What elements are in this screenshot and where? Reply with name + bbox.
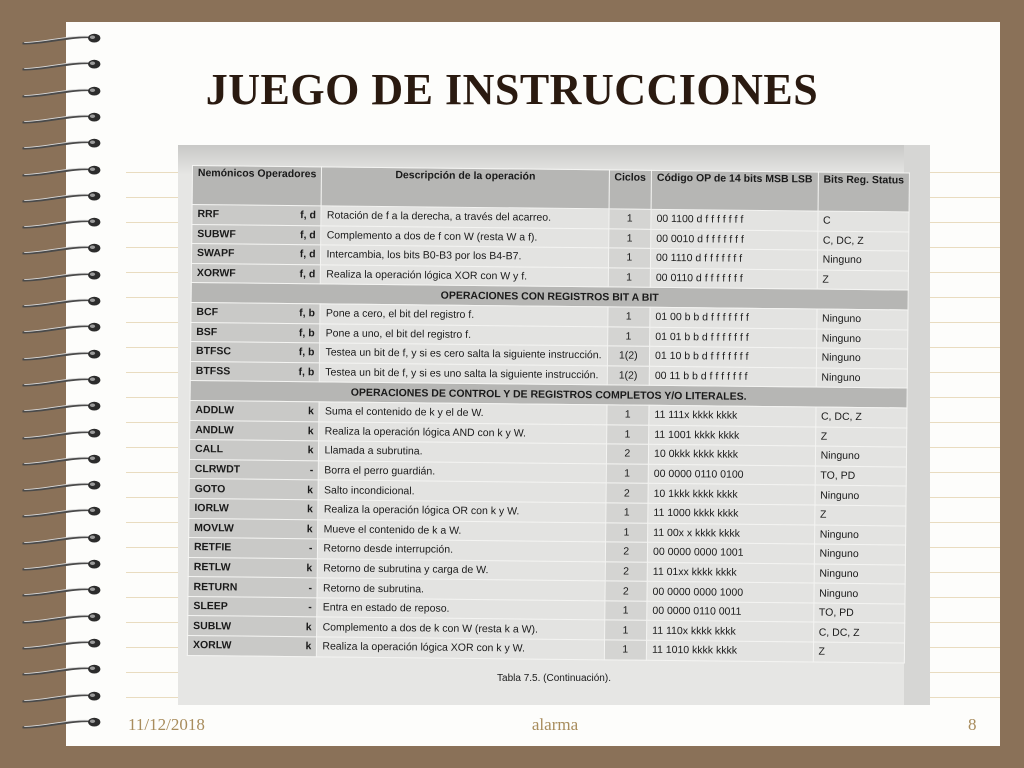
cycles-cell: 1 <box>605 522 648 542</box>
description-cell: Pone a uno, el bit del registro f. <box>320 323 607 346</box>
spiral-coil <box>16 348 106 362</box>
table-caption: Tabla 7.5. (Continuación). <box>497 673 611 684</box>
footer-page-number: 8 <box>968 715 977 734</box>
status-cell: Ninguno <box>814 583 906 604</box>
operand: k <box>305 640 312 653</box>
spiral-coil <box>16 400 106 414</box>
opcode-cell: 00 0000 0000 1000 <box>647 582 814 603</box>
spiral-coil <box>16 374 106 388</box>
description-cell: Testea un bit de f, y si es uno salta la siguiente instrucción. <box>320 363 607 386</box>
mnemonic: SUBWF <box>197 227 236 241</box>
status-cell: C, DC, Z <box>813 623 905 644</box>
spiral-coil <box>16 558 106 572</box>
mnemonic: XORWF <box>196 267 236 280</box>
description-cell: Pone a cero, el bit del registro f. <box>320 304 607 327</box>
mnemonic-cell <box>192 224 322 245</box>
operand: k <box>306 562 313 575</box>
status-cell: Ninguno <box>814 564 906 585</box>
status-cell: Ninguno <box>816 329 908 350</box>
description-cell: Retorno de subrutina y carga de W. <box>318 559 605 582</box>
operand: k <box>306 503 313 516</box>
mnemonic: SWAPF <box>197 247 235 260</box>
mnemonic: RETFIE <box>193 541 232 554</box>
slide-title: JUEGO DE INSTRUCCIONES <box>205 65 819 114</box>
opcode-cell: 11 111x kkkk kkkk <box>649 405 816 426</box>
opcode-cell: 11 110x kkkk kkkk <box>647 621 814 642</box>
description-cell: Realiza la operación lógica AND con k y W. <box>319 421 606 444</box>
operand: - <box>308 542 313 555</box>
cycles-cell: 1 <box>605 503 648 523</box>
mnemonic: CLRWDT <box>194 463 241 476</box>
operand: k <box>307 483 314 496</box>
status-cell: TO, PD <box>815 466 907 487</box>
cycles-cell: 1 <box>604 620 647 640</box>
cycles-cell: 2 <box>605 542 648 562</box>
description-cell: Retorno de subrutina. <box>317 578 604 601</box>
operand: k <box>307 444 314 457</box>
spiral-coil <box>16 190 106 204</box>
mnemonic-cell <box>188 596 318 617</box>
spiral-coil <box>16 690 106 704</box>
mnemonic: ADDLW <box>195 404 234 417</box>
mnemonic: BTFSC <box>195 345 232 358</box>
operand: f, b <box>298 366 315 379</box>
footer-center: alarma <box>531 715 579 734</box>
header-opcode: Código OP de 14 bits MSB LSB <box>651 170 818 211</box>
status-cell: Ninguno <box>816 348 908 369</box>
cycles-cell: 1(2) <box>607 346 650 366</box>
mnemonic: CALL <box>194 443 224 456</box>
header-cycles: Ciclos <box>609 170 652 209</box>
mnemonic-cell <box>191 244 321 265</box>
spiral-coil <box>16 32 106 46</box>
mnemonic: XORLW <box>192 639 232 652</box>
header-mnemonic: Nemónicos Operadores <box>192 166 322 206</box>
opcode-cell: 00 0000 0000 1001 <box>647 542 814 563</box>
mnemonic: MOVLW <box>194 521 234 535</box>
spiral-coil <box>16 637 106 651</box>
scanned-table-image <box>178 145 930 705</box>
mnemonic-cell <box>192 205 322 226</box>
mnemonic: RRF <box>197 208 220 221</box>
mnemonic-cell <box>187 636 317 657</box>
description-cell: Complemento a dos de f con W (resta W a f). <box>321 225 608 248</box>
opcode-cell: 11 01xx kkkk kkkk <box>647 562 814 583</box>
cycles-cell: 1 <box>608 209 651 229</box>
opcode-cell: 01 00 b b d f f f f f f f <box>650 307 817 328</box>
description-cell: Realiza la operación lógica XOR con W y f. <box>321 265 608 288</box>
mnemonic-cell <box>191 322 321 343</box>
spiral-coil <box>16 164 106 178</box>
status-cell: Ninguno <box>816 368 908 389</box>
operand: - <box>308 601 312 614</box>
operand: f, b <box>298 326 315 340</box>
cycles-cell: 1 <box>607 307 650 327</box>
cycles-cell: 1 <box>606 464 649 484</box>
opcode-cell: 00 0000 0110 0100 <box>648 464 815 485</box>
spiral-coil <box>16 453 106 467</box>
cycles-cell: 1 <box>608 228 651 248</box>
opcode-cell: 00 0000 0110 0011 <box>647 601 814 622</box>
opcode-cell: 01 10 b b d f f f f f f f <box>649 346 816 367</box>
opcode-cell: 00 11 b b d f f f f f f f <box>649 366 816 387</box>
spiral-coil <box>16 427 106 441</box>
spiral-coil <box>16 479 106 493</box>
description-cell: Mueve el contenido de k a W. <box>318 519 605 542</box>
description-cell: Entra en estado de reposo. <box>317 598 604 621</box>
footer-date: 11/12/2018 <box>128 715 205 734</box>
cycles-cell: 1 <box>604 601 647 621</box>
opcode-cell: 01 01 b b d f f f f f f f <box>650 327 817 348</box>
spiral-coil <box>16 137 106 151</box>
header-status: Bits Reg. Status <box>818 172 910 212</box>
mnemonic-cell <box>189 459 319 480</box>
mnemonic-cell <box>191 263 321 284</box>
cycles-cell: 2 <box>605 562 648 582</box>
cycles-cell: 2 <box>604 581 647 601</box>
operand: f, d <box>299 248 316 261</box>
description-cell: Intercambia, los bits B0-B3 por los B4-B7. <box>321 245 608 268</box>
opcode-cell: 11 00x x kkkk kkkk <box>648 523 815 544</box>
status-cell: Ninguno <box>817 250 909 271</box>
operand: k <box>306 523 313 536</box>
operand: k <box>307 425 314 438</box>
mnemonic-cell <box>188 557 318 578</box>
opcode-cell: 00 0010 d f f f f f f f <box>651 229 818 250</box>
mnemonic-cell <box>188 616 318 637</box>
description-cell: Rotación de f a la derecha, a través del acarreo. <box>321 206 608 229</box>
mnemonic: SUBLW <box>193 619 232 633</box>
status-cell: Z <box>817 270 909 291</box>
description-cell: Borra el perro guardián. <box>319 461 606 484</box>
header-description: Descripción de la operación <box>322 167 609 209</box>
operand: f, b <box>299 307 315 320</box>
section-title: OPERACIONES DE CONTROL Y DE REGISTROS COMPLETOS Y/O LITERALES. <box>190 381 907 408</box>
mnemonic: BTFSS <box>195 365 231 378</box>
mnemonic: GOTO <box>194 482 226 495</box>
mnemonic-cell <box>190 400 320 421</box>
cycles-cell: 1 <box>604 640 647 660</box>
mnemonic: RETURN <box>193 580 238 594</box>
status-cell: Ninguno <box>814 525 906 546</box>
description-cell: Salto incondicional. <box>318 480 605 503</box>
opcode-cell: 10 0kkk kkkk kkkk <box>648 444 815 465</box>
mnemonic: SLEEP <box>193 600 228 613</box>
status-cell: Ninguno <box>815 485 907 506</box>
description-cell: Realiza la operación lógica OR con k y W. <box>318 500 605 523</box>
description-cell: Realiza la operación lógica XOR con k y W. <box>317 637 604 660</box>
cycles-cell: 1 <box>608 268 651 288</box>
operand: f, d <box>299 229 316 242</box>
status-cell: C, DC, Z <box>817 231 909 252</box>
status-cell: TO, PD <box>813 603 905 624</box>
operand: f, d <box>300 209 316 222</box>
spiral-coil <box>16 611 106 625</box>
cycles-cell: 2 <box>606 483 649 503</box>
opcode-cell: 10 1kkk kkkk kkkk <box>648 484 815 505</box>
cycles-cell: 2 <box>606 444 649 464</box>
mnemonic-cell <box>189 479 319 500</box>
mnemonic-cell <box>190 361 320 382</box>
mnemonic-cell <box>189 440 319 461</box>
operand: f, b <box>298 346 315 359</box>
spiral-coil <box>16 216 106 230</box>
instruction-table <box>187 165 910 663</box>
status-cell: C <box>817 211 909 232</box>
instruction-table-body <box>187 205 909 663</box>
mnemonic-cell <box>189 498 319 519</box>
operand: - <box>309 464 314 477</box>
cycles-cell: 1(2) <box>607 366 650 386</box>
spiral-coil <box>16 584 106 598</box>
description-cell: Complemento a dos de k con W (resta k a W). <box>317 617 604 640</box>
spiral-coil <box>16 295 106 309</box>
description-cell: Testea un bit de f, y si es cero salta la siguiente instrucción. <box>320 343 607 366</box>
status-cell: Ninguno <box>816 309 908 330</box>
operand: k <box>307 405 314 418</box>
spiral-coil <box>16 242 106 256</box>
spiral-coil <box>16 269 106 283</box>
description-cell: Suma el contenido de k y el de W. <box>319 402 606 425</box>
description-cell: Retorno desde interrupción. <box>318 539 605 562</box>
spiral-coil <box>16 321 106 335</box>
opcode-cell: 00 1110 d f f f f f f f <box>650 248 817 269</box>
opcode-cell: 11 1010 kkkk kkkk <box>646 640 813 661</box>
cycles-cell: 1 <box>606 405 649 425</box>
status-cell: Ninguno <box>815 446 907 467</box>
status-cell: C, DC, Z <box>815 407 907 428</box>
spiral-coil <box>16 505 106 519</box>
mnemonic-cell <box>191 302 321 323</box>
mnemonic: IORLW <box>194 502 229 515</box>
operand: k <box>305 620 312 634</box>
opcode-cell: 11 1001 kkkk kkkk <box>649 425 816 446</box>
status-cell: Z <box>813 642 905 663</box>
cycles-cell: 1 <box>607 326 650 346</box>
section-title: OPERACIONES CON REGISTROS BIT A BIT <box>191 283 908 310</box>
cycles-cell: 1 <box>608 248 651 268</box>
cycles-cell: 1 <box>606 424 649 444</box>
operand: f, d <box>299 268 316 281</box>
mnemonic: BCF <box>196 306 219 319</box>
mnemonic: RETLW <box>193 561 231 574</box>
opcode-cell: 00 0110 d f f f f f f f <box>650 268 817 289</box>
status-cell: Z <box>815 427 907 448</box>
operand: - <box>308 581 313 594</box>
opcode-cell: 11 1000 kkkk kkkk <box>648 503 815 524</box>
spiral-coil <box>16 663 106 677</box>
status-cell: Ninguno <box>814 544 906 565</box>
mnemonic-cell <box>189 518 319 539</box>
mnemonic: ANDLW <box>195 423 234 437</box>
spiral-coil <box>16 532 106 546</box>
status-cell: Z <box>814 505 906 526</box>
mnemonic: BSF <box>196 325 218 339</box>
opcode-cell: 00 1100 d f f f f f f f <box>651 209 818 230</box>
mnemonic-cell <box>190 342 320 363</box>
mnemonic-cell <box>188 577 318 598</box>
mnemonic-cell <box>188 538 318 559</box>
mnemonic-cell <box>190 420 320 441</box>
description-cell: Llamada a subrutina. <box>319 441 606 464</box>
